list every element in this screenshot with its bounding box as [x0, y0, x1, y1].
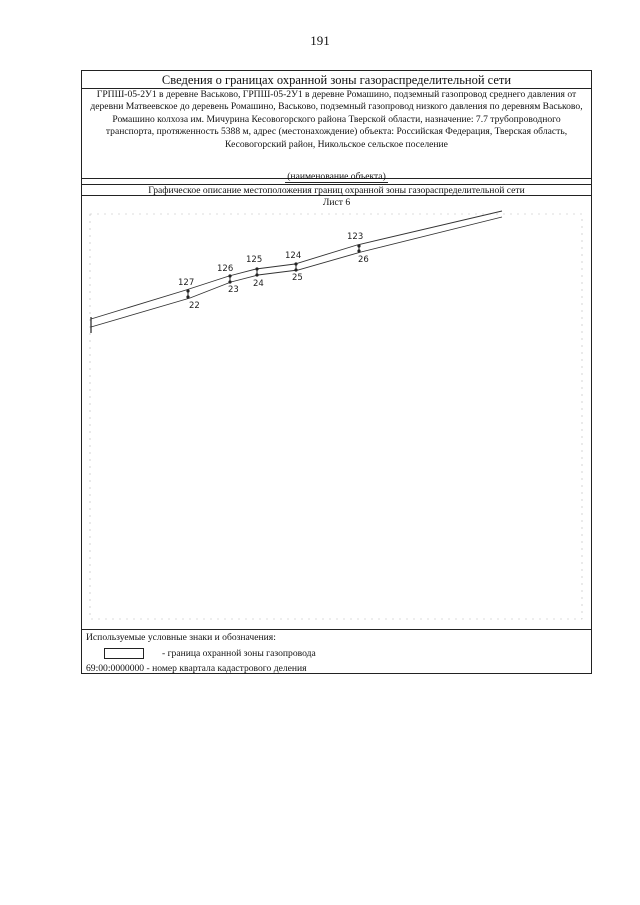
page-number: 191 — [310, 33, 330, 48]
object-name-caption — [82, 171, 591, 183]
legend-title: Используемые условные знаки и обозначения: — [86, 632, 276, 643]
object-description: ГРПШ-05-2У1 в деревне Васьково, ГРПШ-05-2У1 в деревне Ромашино, подземный газопровод среднего давления от деревни Матвеевское до деревень Ромашино, Васьково, подземный газопровод низкого давления по деревням Васьково, Ромашино колхоза им. Мичурина Кесовогорского района Тверской области, назначение: 7.7 трубопроводного транспорта, протяженность 5388 м, адрес (местонахождение) объекта: Российская Федерация, Тверская область, Кесовогорский район, Никольское сельское поселение — [82, 88, 591, 179]
legend — [82, 629, 591, 675]
map-area-border — [90, 214, 582, 619]
graphic-heading: Графическое описание местоположения границ охранной зоны газораспределительной сети — [82, 184, 591, 196]
point-label-124: 124 — [285, 251, 302, 261]
point-marker-25 — [294, 262, 297, 271]
point-marker-26 — [357, 244, 360, 252]
object-name-caption-text: (наименование объекта) — [287, 171, 386, 182]
point-label-26: 26 — [358, 255, 369, 265]
point-label-127: 127 — [178, 278, 195, 288]
document-title: Сведения о границах охранной зоны газораспределительной сети — [82, 71, 591, 89]
legend-item-cadastral — [86, 663, 307, 674]
point-marker-23 — [228, 274, 231, 283]
legend-boundary-symbol — [104, 648, 144, 659]
sheet-label: Лист 6 — [322, 197, 351, 208]
point-label-23: 23 — [228, 285, 239, 295]
point-label-125: 125 — [246, 255, 263, 265]
document-frame — [81, 70, 592, 674]
point-label-22: 22 — [189, 301, 200, 311]
legend-item-text: - номер квартала кадастрового деления — [146, 663, 307, 674]
point-label-24: 24 — [253, 279, 264, 289]
point-label-123: 123 — [347, 232, 364, 242]
legend-cadastral-symbol: 69:00:0000000 — [86, 663, 145, 674]
point-marker-24 — [255, 267, 258, 276]
point-label-126: 126 — [217, 264, 234, 274]
point-label-25: 25 — [292, 273, 303, 283]
point-marker-22 — [186, 289, 189, 298]
zone-boundary-lower — [91, 217, 502, 327]
boundary-drawing — [82, 209, 591, 629]
legend-item-text: - граница охранной зоны газопровода — [162, 648, 316, 659]
